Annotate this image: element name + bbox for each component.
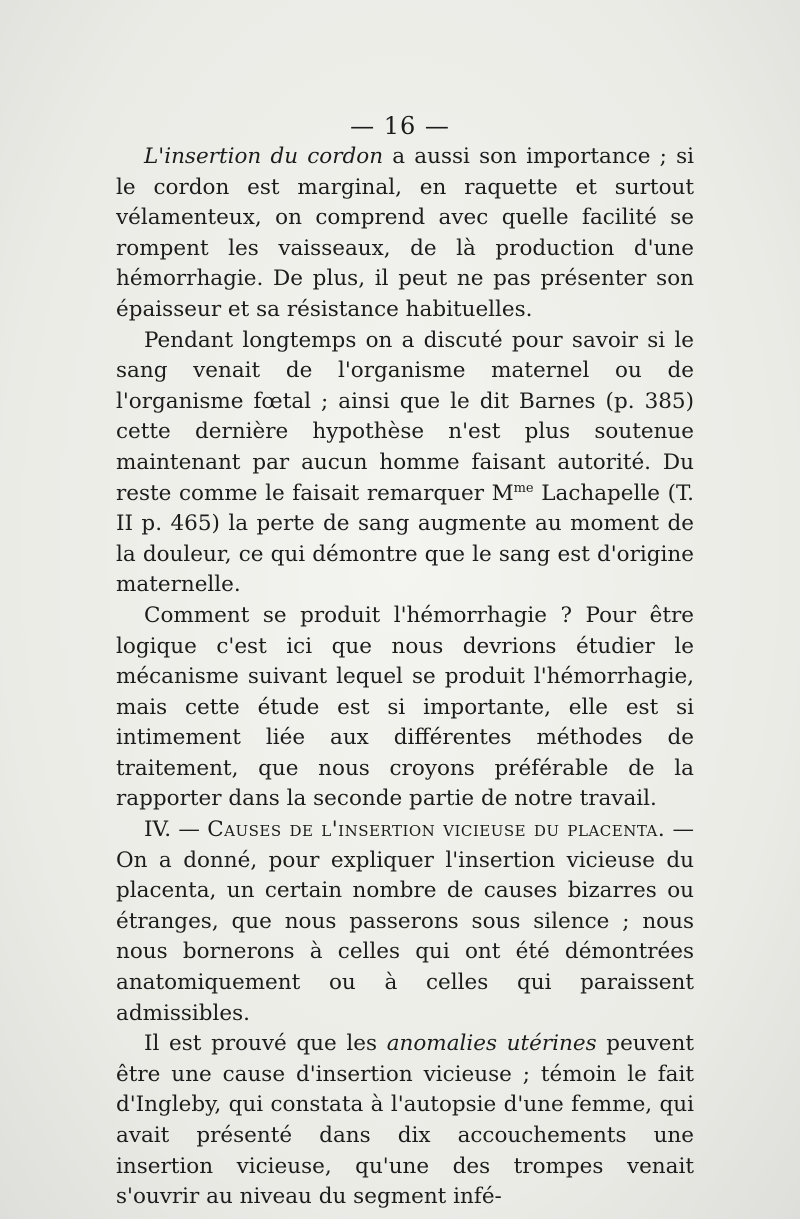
paragraph-text: — On a donné, pour expliquer l'insertion vicieuse du placenta, un certain nombre de causes bizarres ou étranges, que nous passerons sous silence ; nous nous bornerons à celles qui ont été démontrées anatomiquement ou à celles qui paraissent admissibles. xyxy=(116,817,695,1026)
paragraph-section-iv xyxy=(116,815,694,1029)
section-numeral: IV. — xyxy=(144,817,208,843)
paragraph-text: Il est prouvé que les xyxy=(144,1031,387,1057)
paragraph-text: Pendant longtemps on a discuté pour savoir si le sang venait de l'organisme maternel ou de l'organisme fœtal ; ainsi que le dit Barnes (p. 385) cette dernière hypothèse n'est plus soutenue maintenant par aucun homme faisant autorité. Du reste comme le faisait remarquer M xyxy=(116,327,694,506)
section-heading: Causes de l'insertion vicieuse du placenta. xyxy=(207,817,666,843)
paragraph-text: a aussi son importance ; si le cordon est marginal, en raquette et surtout vélamenteux, on comprend avec quelle facilité se rompent les vaisseaux, de là production d'une hémorrhagie. De plus, il peut ne pas présenter son épaisseur et sa résistance habituelles. xyxy=(116,144,694,322)
paragraph-text-cont: peuvent être une cause d'insertion vicieuse ; témoin le fait d'Ingleby, qui constata à l'autopsie d'une femme, qui avait présenté dans dix accouchements une insertion vicieuse, qu'une des trompes venait s'ouvrir au niveau du segment infé- xyxy=(116,1031,694,1210)
superscript: me xyxy=(513,480,534,496)
paragraph-uterine-anomalies xyxy=(116,1029,694,1213)
paragraph-cord-insertion xyxy=(116,142,694,326)
body-text xyxy=(116,142,694,1213)
paragraph-text-cont: Lachapelle (T. II p. 465) la perte de sang augmente au moment de la douleur, ce qui démontre que le sang est d'origine maternelle. xyxy=(116,480,694,598)
page-number: — 16 — xyxy=(350,112,450,140)
paragraph-blood-origin xyxy=(116,326,694,601)
paragraph-text: Comment se produit l'hémorrhagie ? Pour être logique c'est ici que nous devrions étudier le mécanisme suivant lequel se produit l'hémorrhagie, mais cette étude est si importante, elle est si intimement liée aux différentes méthodes de traitement, que nous croyons préférable de la rapporter dans la seconde partie de notre travail. xyxy=(116,602,694,812)
paragraph-mechanism xyxy=(116,601,694,815)
italic-phrase: anomalies utérines xyxy=(386,1031,597,1057)
italic-phrase: L'insertion du cordon xyxy=(144,144,384,169)
